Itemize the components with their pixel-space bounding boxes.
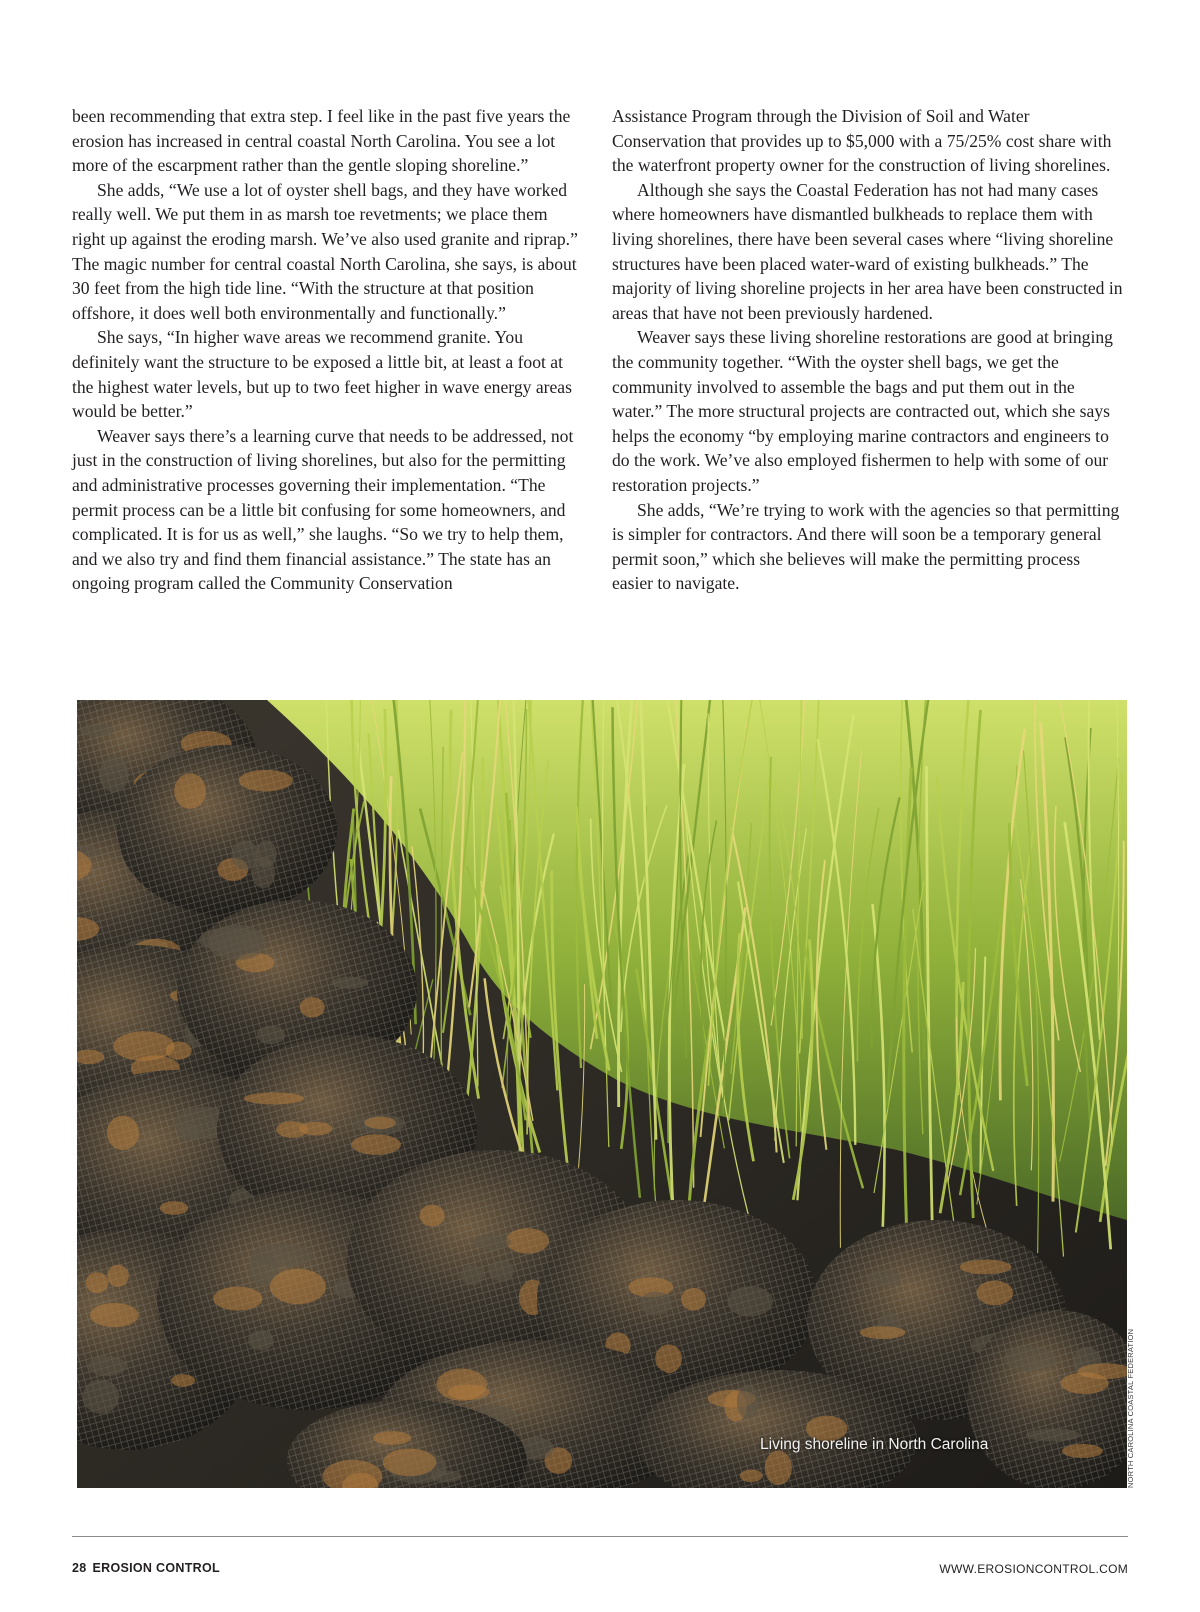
photo-credit: NORTH CAROLINA COASTAL FEDERATION [1126, 1328, 1135, 1488]
oyster-shell [107, 1116, 139, 1150]
oyster-shell [239, 770, 293, 792]
oyster-shell [166, 1042, 192, 1060]
oyster-shell [383, 1449, 436, 1477]
oyster-shell [213, 1287, 262, 1311]
footer-folio [72, 1561, 226, 1575]
oyster-shell [351, 1134, 401, 1155]
oyster-shell [90, 1303, 139, 1327]
paragraph: Assistance Program through the Division of Soil and Water Conservation that provides up to $5,000 with a 75/25% cost share with the waterfront property owner for the construction of living shorelines. [612, 106, 1112, 176]
oyster-bag-netting [117, 745, 337, 915]
oyster-shell [331, 977, 368, 989]
paragraph: Weaver says these living shoreline restorations are good at bringing the community together. “With the oyster shell bags, we get the community involved to assemble the bags and put them out in the water.” The more structural projects are contracted out, which she says helps the economy “by employing marine contractors and engineers to do the work. We’ve also employed fishermen to help with some of our restoration projects.” [612, 327, 1113, 495]
paragraph: Weaver says there’s a learning curve that needs to be addressed, not just in the construction of living shorelines, but also for the permitting and administrative processes governing their implementation. “The permit process can be a little bit confusing for some homeowners, and complicated. It is for us as well,” she laughs. “So we try to help them, and we also try and find them financial assistance.” The state has an ongoing program called the Community Conservation [72, 425, 574, 594]
oyster-shell [430, 1470, 462, 1482]
paragraph: been recommending that extra step. I feel like in the past five years the erosion has increased in central coastal North Carolina. You see a lot more of the escarpment rather than the gentle sloping shoreline.” [72, 106, 571, 176]
oyster-shell [448, 1385, 490, 1400]
oyster-shell [80, 724, 114, 737]
paragraph: She adds, “We’re trying to work with the agencies so that permitting is simpler for contractors. And there will soon be a temporary general permit soon,” which she believes will make the permitting process easier to navigate. [612, 499, 1120, 594]
oyster-shell [257, 1026, 286, 1045]
oyster-shell [960, 1260, 1012, 1275]
article-column-right [612, 104, 1124, 596]
photo-illustration [77, 700, 1127, 1488]
oyster-shell [681, 1288, 706, 1311]
oyster-shell [88, 1356, 127, 1376]
oyster-shell [251, 1243, 314, 1267]
oyster-shell [270, 1269, 326, 1305]
oyster-shell [506, 1228, 549, 1253]
oyster-shell [1026, 1429, 1080, 1442]
oyster-shell [231, 840, 259, 869]
oyster-shell [99, 757, 129, 793]
shoreline-photo [77, 700, 1127, 1488]
page-number: 28 [72, 1561, 87, 1575]
oyster-shell [860, 1326, 906, 1339]
oyster-shell [248, 1330, 274, 1350]
oyster-shell [255, 840, 277, 867]
photo-caption: Living shoreline in North Carolina [760, 1436, 989, 1453]
oyster-shell [208, 925, 267, 960]
oyster-shell [977, 1281, 1014, 1306]
oyster-shell [460, 1265, 484, 1285]
oyster-shell [107, 1265, 128, 1287]
footer-divider [72, 1536, 1128, 1537]
oyster-shell [1062, 1444, 1103, 1458]
oyster-shell [364, 1117, 396, 1129]
oyster-shell [244, 1092, 304, 1104]
oyster-shell [113, 1031, 174, 1061]
oyster-shell [299, 1122, 332, 1136]
oyster-shell [740, 1469, 763, 1482]
footer-website: WWW.EROSIONCONTROL.COM [939, 1562, 1128, 1576]
publication-name: EROSION CONTROL [92, 1561, 220, 1575]
paragraph: Although she says the Coastal Federation has not had many cases where homeowners have dismantled bulkheads to replace them with living shorelines, there have been several cases where “living shoreline structures have been placed water-ward of existing bulkheads.” The majority of living shoreline projects in her area have been constructed in areas that have not been previously hardened. [612, 179, 1123, 323]
paragraph: She adds, “We use a lot of oyster shell bags, and they have worked really well. We put them in as marsh toe revetments; we place them right up against the eroding marsh. We’ve also used granite and riprap.” The magic number for central coastal North Carolina, she says, is about 30 feet from the high tide line. “With the structure at that position offshore, it does well both environmentally and functionally.” [72, 179, 578, 323]
oyster-shell [300, 997, 325, 1017]
oyster-shell [765, 1451, 792, 1485]
oyster-shell [727, 1286, 773, 1317]
oyster-shell [83, 1380, 120, 1414]
oyster-shell [174, 773, 206, 809]
oyster-shell [420, 1205, 445, 1227]
oyster-shell [488, 1260, 514, 1281]
oyster-shell [737, 1384, 760, 1419]
oyster-shell [160, 1201, 189, 1215]
oyster-shell [171, 1374, 195, 1386]
paragraph: She says, “In higher wave areas we recommend granite. You definitely want the structure to be exposed a little bit, at least a foot at the highest water levels, but up to two feet higher in wave energy areas would be better.” [72, 327, 572, 422]
oyster-shell [640, 1292, 672, 1316]
oyster-shell [867, 1269, 901, 1286]
oyster-shell [86, 1272, 109, 1293]
article-column-left [72, 104, 584, 596]
oyster-shell [373, 1431, 411, 1445]
oyster-shell [473, 1235, 511, 1250]
oyster-shell [1003, 1347, 1057, 1372]
